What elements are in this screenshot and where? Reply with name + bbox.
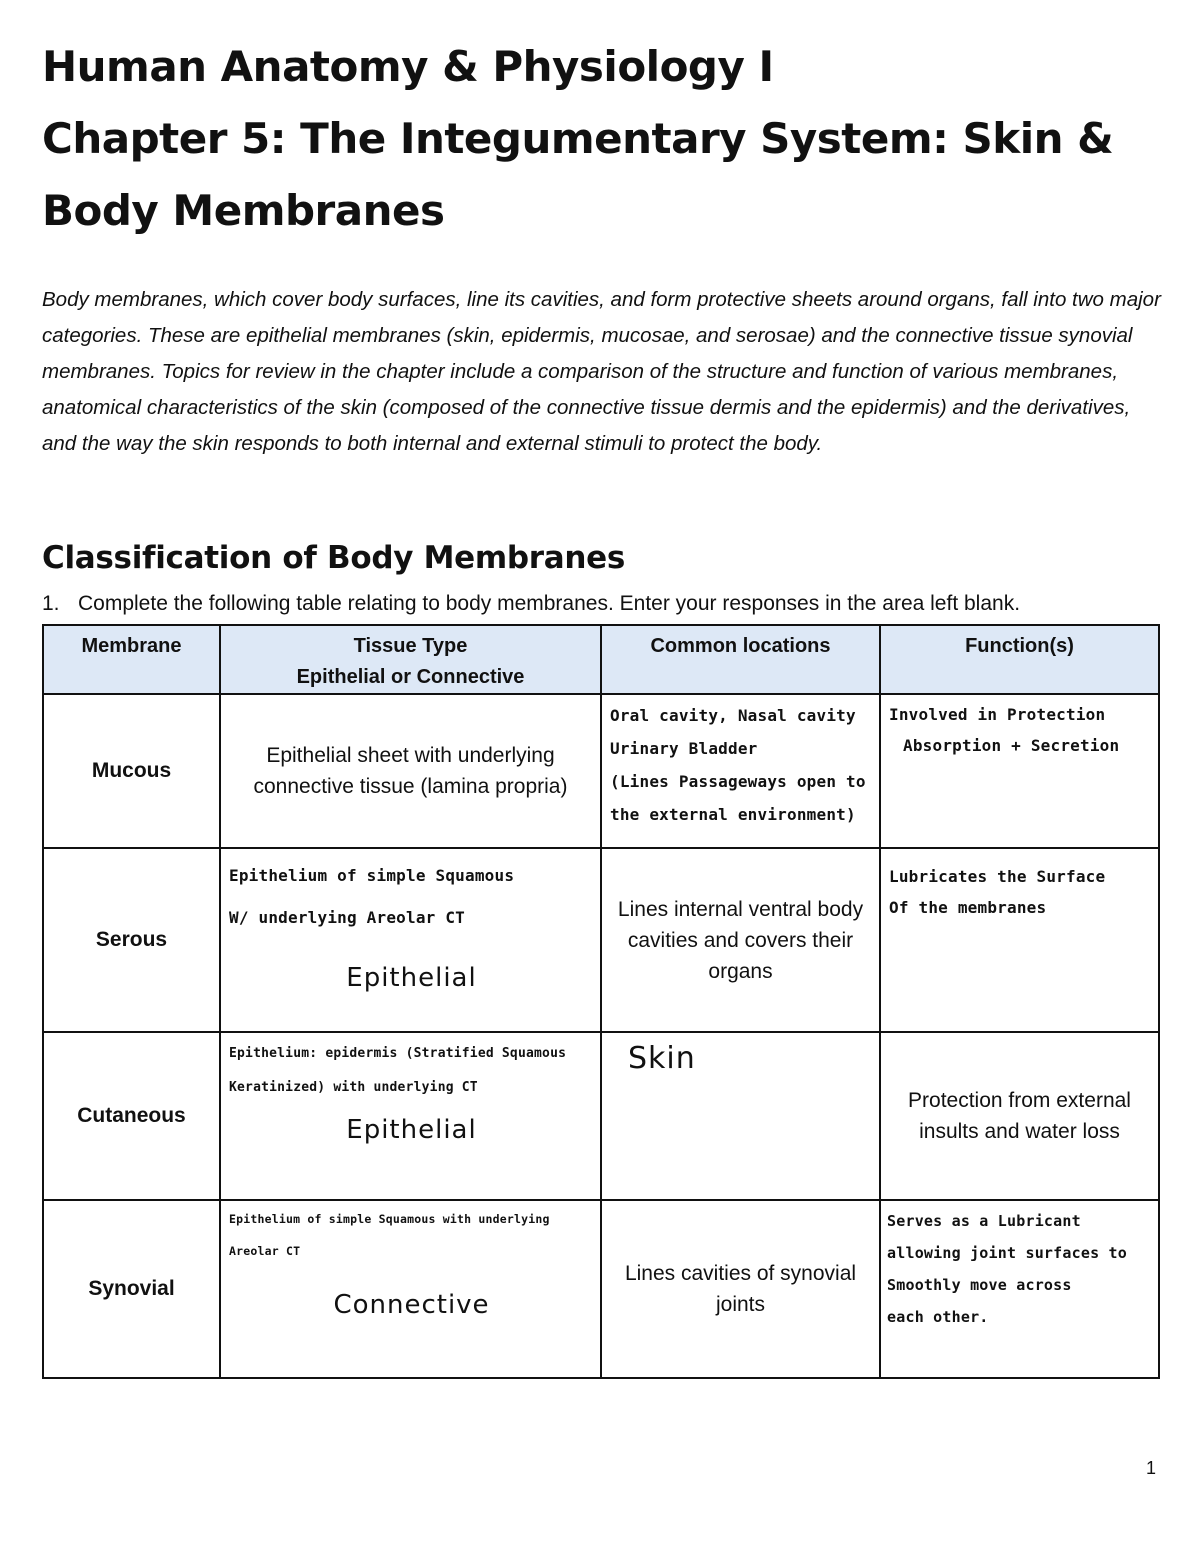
tissue-type-answer-cell[interactable] bbox=[220, 848, 601, 1032]
question-text: Complete the following table relating to body membranes. Enter your responses in the area left blank. bbox=[78, 592, 1021, 615]
handwritten-line: Areolar CT bbox=[229, 1244, 301, 1258]
handwritten-line: Involved in Protection bbox=[889, 705, 1106, 724]
header-functions: Function(s) bbox=[880, 625, 1159, 694]
handwritten-answer-word: Epithelial bbox=[346, 963, 477, 993]
membrane-name: Serous bbox=[43, 848, 220, 1032]
document-title-line-1: Human Anatomy & Physiology I bbox=[42, 42, 774, 91]
handwritten-line: (Lines Passageways open to bbox=[610, 772, 866, 791]
header-common-locations: Common locations bbox=[601, 625, 880, 694]
handwritten-line: Keratinized) with underlying CT bbox=[229, 1080, 478, 1095]
functions-answer-cell[interactable] bbox=[880, 694, 1159, 848]
handwritten-answer-word: Epithelial bbox=[346, 1115, 477, 1145]
question-number: 1. bbox=[42, 592, 60, 615]
handwritten-line: Serves as a Lubricant bbox=[887, 1212, 1081, 1230]
header-tissue-type bbox=[220, 625, 601, 694]
document-title-line-3: Body Membranes bbox=[42, 186, 445, 235]
table-row-serous bbox=[43, 848, 1159, 1032]
handwritten-line: allowing joint surfaces to bbox=[887, 1244, 1127, 1262]
table-row-mucous bbox=[43, 694, 1159, 848]
locations-cell: Lines internal ventral body cavities and covers their organs bbox=[601, 848, 880, 1032]
handwritten-line: Of the membranes bbox=[889, 898, 1047, 917]
table-row-cutaneous bbox=[43, 1032, 1159, 1200]
tissue-type-cell: Epithelial sheet with underlying connective tissue (lamina propria) bbox=[220, 694, 601, 848]
document-title-line-2: Chapter 5: The Integumentary System: Skin & bbox=[42, 114, 1114, 163]
handwritten-line: Absorption + Secretion bbox=[903, 736, 1120, 755]
membrane-name: Cutaneous bbox=[43, 1032, 220, 1200]
handwritten-line: Epithelium of simple Squamous with underlying bbox=[229, 1212, 550, 1226]
question-instruction bbox=[42, 592, 1020, 616]
locations-answer-cell[interactable] bbox=[601, 694, 880, 848]
tissue-type-answer-cell[interactable] bbox=[220, 1032, 601, 1200]
page-number: 1 bbox=[1146, 1458, 1157, 1478]
handwritten-line: Urinary Bladder bbox=[610, 739, 758, 758]
handwritten-line: Oral cavity, Nasal cavity bbox=[610, 706, 856, 725]
handwritten-answer-word: Connective bbox=[333, 1290, 490, 1320]
functions-answer-cell[interactable] bbox=[880, 848, 1159, 1032]
membrane-name: Synovial bbox=[43, 1200, 220, 1378]
functions-cell: Protection from external insults and water loss bbox=[880, 1032, 1159, 1200]
handwritten-line: Epithelium: epidermis (Stratified Squamous bbox=[229, 1046, 567, 1061]
handwritten-line: each other. bbox=[887, 1308, 989, 1326]
intro-paragraph: Body membranes, which cover body surfaces, line its cavities, and form protective sheets around organs, fall into two major categories. These are epithelial membranes (skin, epidermis, mucosae, and serosae) and the connective tissue synovial membranes. Topics for review in the chapter include a comparison of the structure and function of various membranes, anatomical characteristics of the skin (composed of the connective tissue dermis and the epidermis) and the derivatives, and the way the skin responds to both internal and external stimuli to protect the body. bbox=[42, 288, 1161, 455]
handwritten-answer-word: Skin bbox=[628, 1041, 696, 1076]
functions-answer-cell[interactable] bbox=[880, 1200, 1159, 1378]
handwritten-line: the external environment) bbox=[610, 805, 856, 824]
membranes-table bbox=[42, 624, 1160, 1379]
handwritten-line: W/ underlying Areolar CT bbox=[229, 908, 465, 927]
table-header-row bbox=[43, 625, 1159, 694]
tissue-type-answer-cell[interactable] bbox=[220, 1200, 601, 1378]
handwritten-line: Epithelium of simple Squamous bbox=[229, 866, 515, 885]
table-row-synovial bbox=[43, 1200, 1159, 1378]
header-membrane: Membrane bbox=[43, 625, 220, 694]
section-heading: Classification of Body Membranes bbox=[42, 540, 626, 576]
locations-answer-cell[interactable] bbox=[601, 1032, 880, 1200]
locations-cell: Lines cavities of synovial joints bbox=[601, 1200, 880, 1378]
header-tissue-type-line-2: Epithelial or Connective bbox=[296, 666, 525, 688]
handwritten-line: Smoothly move across bbox=[887, 1276, 1072, 1294]
header-tissue-type-line-1: Tissue Type bbox=[353, 635, 468, 657]
membrane-name: Mucous bbox=[43, 694, 220, 848]
handwritten-line: Lubricates the Surface bbox=[889, 867, 1106, 886]
